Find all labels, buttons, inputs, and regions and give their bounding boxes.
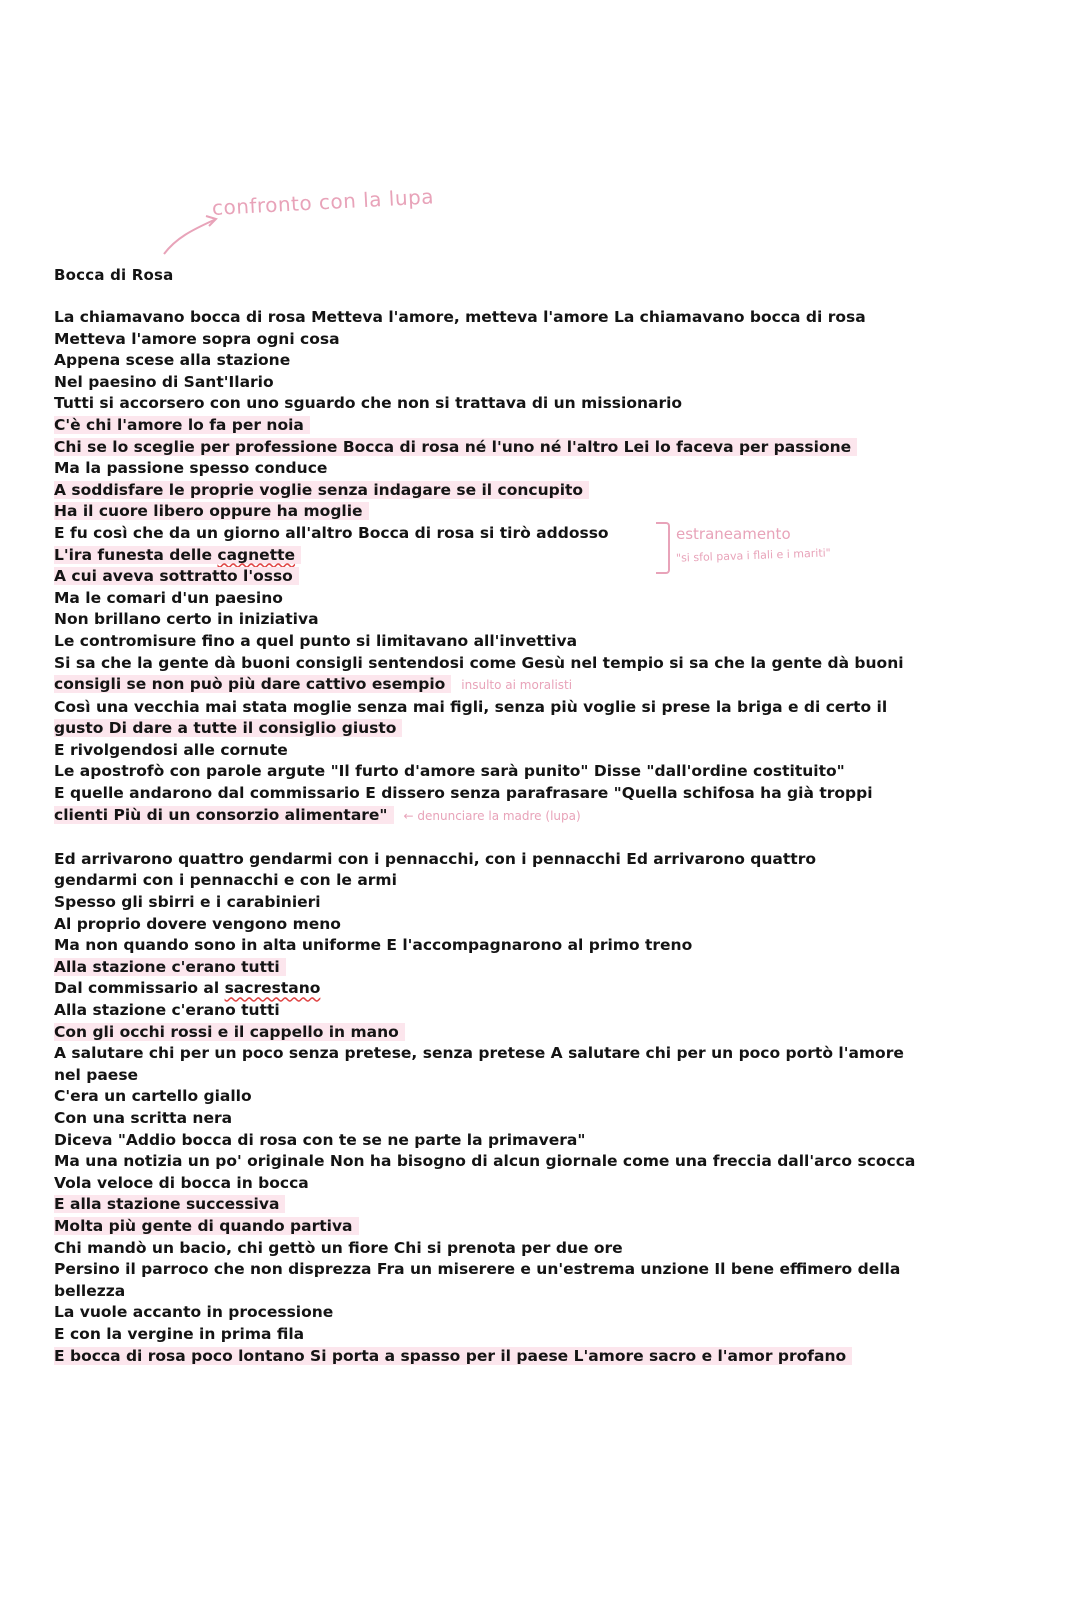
verse-line: Persino il parroco che non disprezza Fra un miserere e un'estrema unzione Il bene effimero della xyxy=(54,1260,901,1279)
poem-text xyxy=(54,307,954,1367)
highlighted-text: Con gli occhi rossi e il cappello in mano xyxy=(54,1023,405,1041)
annotation-insulto: insulto ai moralisti xyxy=(461,678,573,693)
verse-line: E quelle andarono dal commissario E dissero senza parafrasare "Quella schifosa ha già troppi xyxy=(54,784,873,803)
verse-line: gendarmi con i pennacchi e con le armi xyxy=(54,871,397,890)
verse-line xyxy=(54,545,954,567)
verse-line xyxy=(54,501,954,523)
verse-line: Così una vecchia mai stata moglie senza mai figli, senza più voglie si prese la briga e di certo il xyxy=(54,697,888,716)
verse-line xyxy=(54,415,954,437)
verse-line: Ma le comari d'un paesino xyxy=(54,588,283,607)
verse-line xyxy=(54,566,954,588)
highlighted-text: Ha il cuore libero oppure ha moglie xyxy=(54,502,369,520)
highlighted-text: consigli se non può più dare cattivo esempio xyxy=(54,675,451,693)
verse-line: Ma la passione spesso conduce xyxy=(54,459,328,478)
annotation-estraneamento-sub: "si sfol pava i flali e i mariti" xyxy=(675,546,831,565)
verse-line: Appena scese alla stazione xyxy=(54,351,291,370)
verse-line: Tutti si accorsero con uno sguardo che non si trattava di un missionario xyxy=(54,394,683,413)
highlighted-text: Molta più gente di quando partiva xyxy=(54,1217,359,1235)
highlighted-text: Alla stazione c'erano tutti xyxy=(54,958,286,976)
verse-line: Chi mandò un bacio, chi gettò un fiore Chi si prenota per due ore xyxy=(54,1238,623,1257)
verse-line xyxy=(54,1346,954,1368)
verse-line: A salutare chi per un poco senza pretese, senza pretese A salutare chi per un poco portò l'amore xyxy=(54,1044,904,1063)
verse-line: Le contromisure fino a quel punto si limitavano all'invettiva xyxy=(54,631,578,650)
annotation-confronto: confronto con la lupa xyxy=(211,184,435,220)
verse-line: La vuole accanto in processione xyxy=(54,1303,334,1322)
verse-line: Si sa che la gente dà buoni consigli sentendosi come Gesù nel tempio si sa che la gente dà buoni xyxy=(54,653,904,672)
verse-line: Nel paesino di Sant'Ilario xyxy=(54,372,274,391)
verse-line: E rivolgendosi alle cornute xyxy=(54,740,288,759)
verse-line: Diceva "Addio bocca di rosa con te se ne parte la primavera" xyxy=(54,1130,586,1149)
verse-fragment: Dal commissario al xyxy=(54,979,225,998)
highlighted-text: Chi se lo sceglie per professione Bocca di rosa né l'uno né l'altro Lei lo faceva per passione xyxy=(54,438,857,456)
underlined-word: sacrestano xyxy=(224,979,321,998)
annotation-estraneamento-label: estraneamento xyxy=(676,525,791,543)
verse-line: Ma una notizia un po' originale Non ha bisogno di alcun giornale come una freccia dall'arco scocca xyxy=(54,1152,916,1171)
verse-line xyxy=(54,805,954,828)
verse-line xyxy=(54,674,954,697)
verse-line: Spesso gli sbirri e i carabinieri xyxy=(54,893,321,912)
verse-line xyxy=(54,480,954,502)
highlighted-text: gusto Di dare a tutte il consiglio giusto xyxy=(54,719,402,737)
verse-fragment: L'ira funesta delle xyxy=(54,545,218,564)
verse-line: Vola veloce di bocca in bocca xyxy=(54,1173,309,1192)
verse-line xyxy=(54,718,954,740)
poem-title: Bocca di Rosa xyxy=(54,266,174,284)
verse-line: Al proprio dovere vengono meno xyxy=(54,914,341,933)
verse-line: C'era un cartello giallo xyxy=(54,1087,252,1106)
highlighted-text xyxy=(54,546,301,564)
verse-line: Con una scritta nera xyxy=(54,1108,233,1127)
verse-line xyxy=(54,1216,954,1238)
highlighted-text: A cui aveva sottratto l'osso xyxy=(54,567,299,585)
verse-line: Ed arrivarono quattro gendarmi con i pennacchi, con i pennacchi Ed arrivarono quattro xyxy=(54,849,817,868)
highlighted-text: C'è chi l'amore lo fa per noia xyxy=(54,416,310,434)
underlined-word: cagnette xyxy=(217,545,296,564)
verse-line: Metteva l'amore sopra ogni cosa xyxy=(54,329,340,348)
highlighted-text: clienti Più di un consorzio alimentare" xyxy=(54,806,394,824)
highlighted-text: A soddisfare le proprie voglie senza indagare se il concupito xyxy=(54,481,589,499)
verse-line: Non brillano certo in iniziativa xyxy=(54,610,319,629)
verse-line: Alla stazione c'erano tutti xyxy=(54,1001,280,1019)
verse-line xyxy=(54,1194,954,1216)
annotation-denunciare: ← denunciare la madre (lupa) xyxy=(403,808,581,823)
verse-line: E con la vergine in prima fila xyxy=(54,1324,305,1343)
verse-line xyxy=(54,935,954,957)
verse-line xyxy=(54,978,954,1000)
verse-line: Le apostrofò con parole argute "Il furto d'amore sarà punito" Disse "dall'ordine costituito" xyxy=(54,762,845,781)
verse-line: E fu così che da un giorno all'altro Bocca di rosa si tirò addosso xyxy=(54,523,609,542)
verse-line: nel paese xyxy=(54,1065,139,1084)
verse-line xyxy=(54,437,954,459)
highlighted-text: E alla stazione successiva xyxy=(54,1195,285,1213)
stanza-gap xyxy=(54,827,954,849)
verse-fragment: Ma non quando sono in alta uniforme E l'accompagnarono al primo treno xyxy=(54,936,693,955)
verse-line: La chiamavano bocca di rosa Metteva l'amore, metteva l'amore La chiamavano bocca di rosa xyxy=(54,308,866,326)
verse-line xyxy=(54,1022,954,1044)
highlighted-text: E bocca di rosa poco lontano Si porta a spasso per il paese L'amore sacro e l'amor profano xyxy=(54,1347,852,1365)
verse-line xyxy=(54,957,954,979)
verse-line: bellezza xyxy=(54,1281,126,1300)
